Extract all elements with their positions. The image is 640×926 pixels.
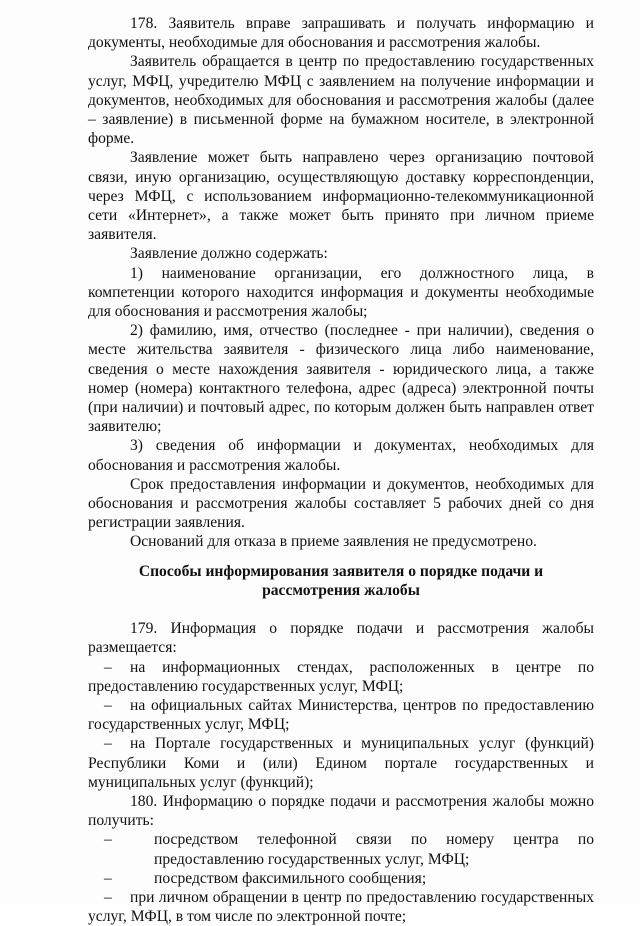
spacer [88,600,594,619]
paragraph-179-1: 179. Информация о порядке подачи и рассмотрения жалобы размещается: [88,620,594,657]
paragraph-178-deadline: Срок предоставления информации и документов, необходимых для обоснования и рассмотрения жалобы составляет 5 рабочих дней со дня регистрации заявления. [88,475,594,532]
dash-marker: – [104,696,112,714]
list-item-180-3 [88,888,594,926]
list-item-180-2 [88,869,594,888]
list-item-text: посредством факсимильного сообщения; [154,869,427,887]
paragraph-178-1: 178. Заявитель вправе запрашивать и получать информацию и документы, необходимые для обоснования и рассмотрения жалобы. [88,15,594,52]
list-item-178-3: 3) сведения об информации и документах, необходимых для обоснования и рассмотрения жалобы. [88,437,594,474]
dash-marker: – [104,735,112,753]
paragraph-178-refusal: Оснований для отказа в приеме заявления не предусмотрено. [130,533,537,551]
list-item-text: посредством телефонной связи по номеру центра по предоставлению государственных услуг, МФЦ; [154,831,594,868]
section-heading: Способы информирования заявителя о порядке подачи и рассмотрения жалобы [138,562,544,599]
list-item-text: на официальных сайтах Министерства, центров по предоставлению государственных услуг, МФЦ; [88,696,594,734]
list-item-179-3 [88,734,594,792]
paragraph-178-4: Заявление должно содержать: [130,245,328,263]
dash-marker: – [104,658,112,676]
dash-marker: – [104,869,112,887]
list-item-text: на Портале государственных и муниципальных услуг (функций) Республики Коми и (или) Едином портале государственных и муниципальных услуг (функций); [88,735,594,791]
list-item-178-1: 1) наименование организации, его должностного лица, в компетенции которого находится информация и документы необходимые для обоснования и рассмотрения жалобы; [88,264,594,321]
dash-marker: – [104,831,112,849]
list-item-179-2 [88,696,594,734]
paragraph-178-2: Заявитель обращается в центр по предоставлению государственных услуг, МФЦ, учредителю МФЦ с заявлением на получение информации и документов, необходимых для обоснования и рассмотрения жалобы (далее – заявление) в письменной форме на бумажном носителе, в электронной форме. [88,53,594,148]
list-item-179-1 [88,658,594,696]
paragraph-180-1: 180. Информацию о порядке подачи и рассмотрения жалобы можно получить: [88,792,594,830]
list-item-178-2: 2) фамилию, имя, отчество (последнее - при наличии), сведения о месте жительства заявителя - физического лица либо наименование, сведения о месте нахождения заявителя - юридического лица, а также номер (номера) контактного телефона, адрес (адреса) электронной почты (при наличии) и почтовый адрес, по которым должен быть направлен ответ заявителю; [88,322,594,436]
list-item-text: при личном обращении в центр по предоставлению государственных услуг, МФЦ, в том числе по электронной почте; [88,888,594,926]
list-item-180-1 [88,830,594,868]
paragraph-178-3: Заявление может быть направлено через организацию почтовой связи, иную организацию, осуществляющую доставку корреспонденции, через МФЦ, с использованием информационно-телекоммуникационной сети «Интернет», а также может быть принято при личном приеме заявителя. [88,149,594,244]
dash-marker: – [104,888,112,906]
list-item-text: на информационных стендах, расположенных в центре по предоставлению государственных услуг, МФЦ; [88,658,594,695]
